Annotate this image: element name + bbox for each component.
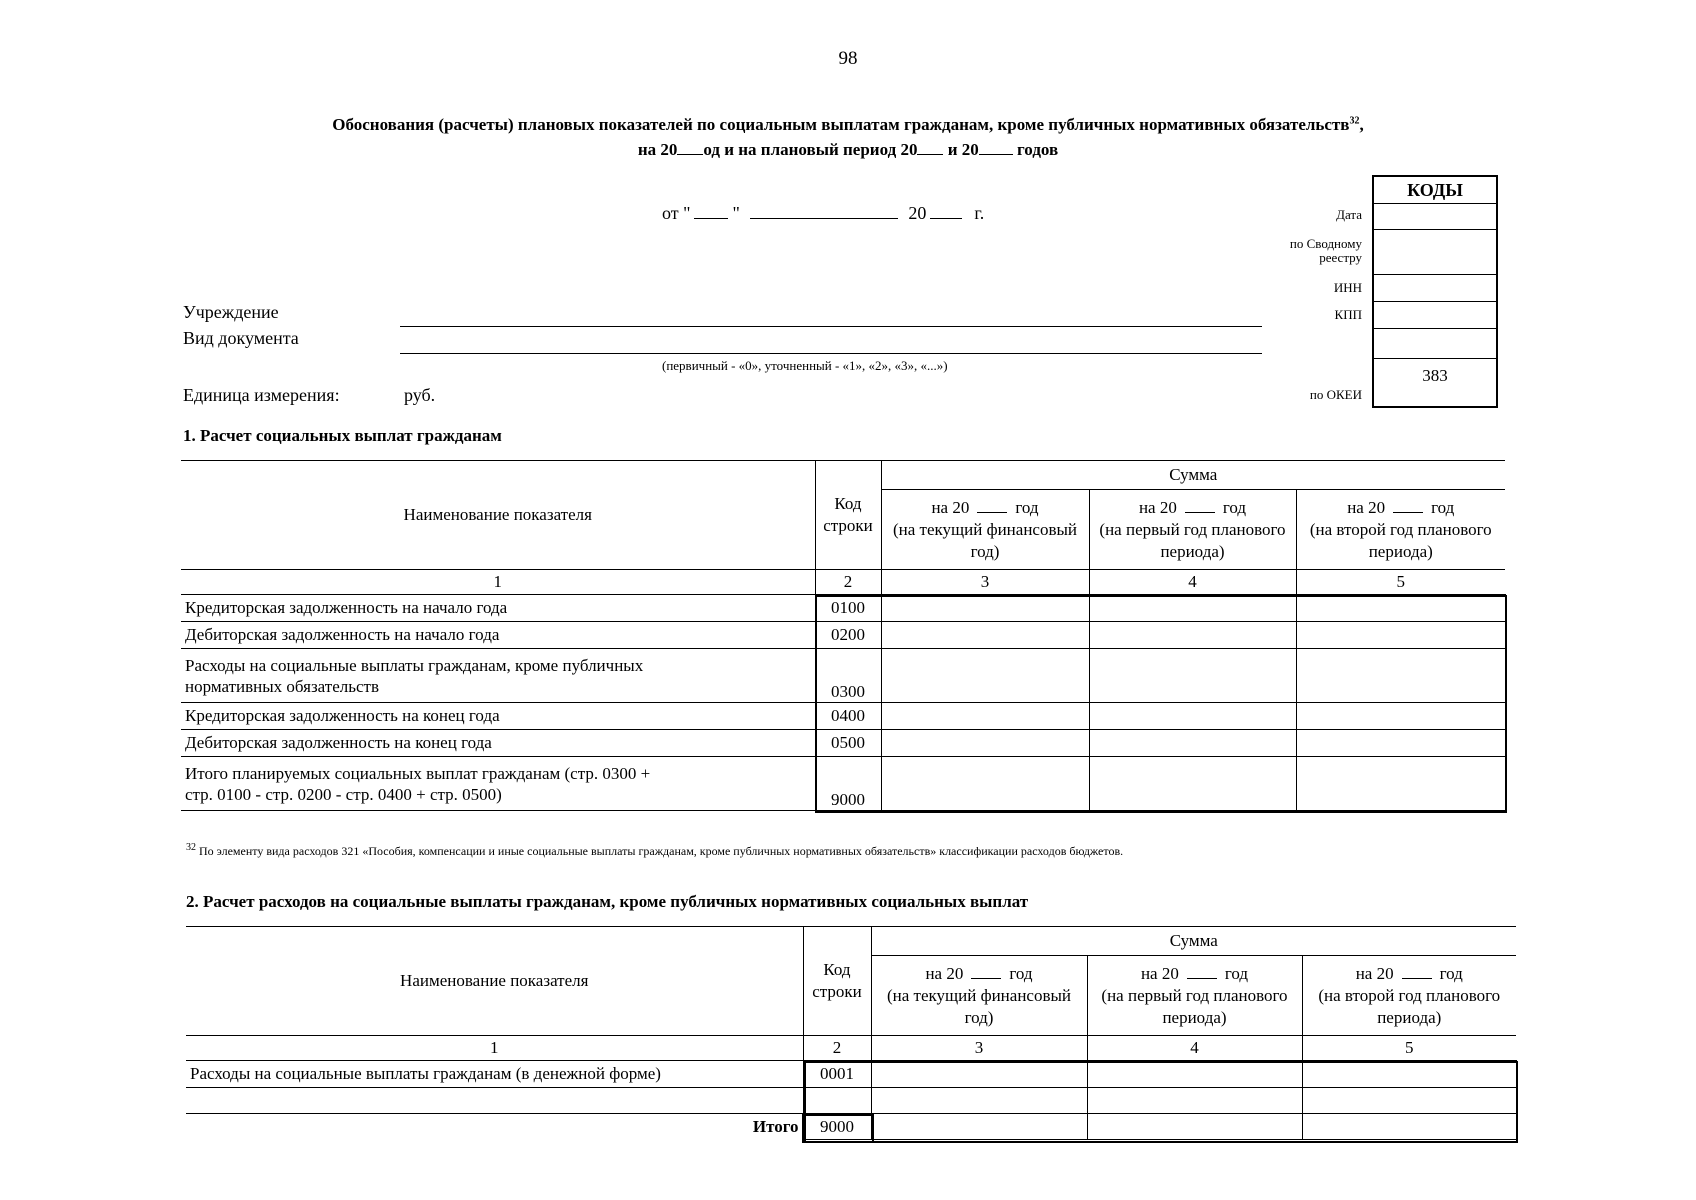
year-prefix: на 20 [931,497,970,517]
year-suffix: год [1439,963,1463,983]
header-col4 [1087,956,1302,1036]
form-title-line2 [0,140,1696,160]
table-row [186,1061,1516,1088]
row-name: Дебиторская задолженность на начало года [181,622,815,649]
label-inn: ИНН [1333,280,1362,295]
row-name-text: Расходы на социальные выплаты гражданам, кроме публичных нормативных обязательств [185,655,644,696]
value-cell[interactable] [1087,1088,1302,1114]
col-number: 4 [1087,1036,1302,1061]
value-cell[interactable] [881,622,1089,649]
value-cell[interactable] [1296,757,1505,811]
value-cell[interactable] [1296,730,1505,757]
header-col5 [1296,490,1505,570]
codes-box [1372,175,1498,408]
year-suffix: год [1431,497,1455,517]
row-name: Кредиторская задолженность на начало года [181,595,815,622]
year-prefix: на 20 [925,963,964,983]
date-quote: " [732,203,740,223]
row-name[interactable] [186,1088,803,1114]
col-number: 3 [881,570,1089,595]
col-number: 4 [1089,570,1296,595]
row-name: Кредиторская задолженность на конец года [181,703,815,730]
header-col3 [881,490,1089,570]
section1-table [181,460,1506,811]
year-blank[interactable] [971,964,1001,979]
value-cell[interactable] [1089,703,1296,730]
row-code[interactable] [803,1088,871,1114]
col4-subtitle: (на первый год планового периода) [1099,519,1286,561]
col-number: 1 [186,1036,803,1061]
header-code: Код строки [815,461,881,570]
header-sum: Сумма [871,927,1516,956]
table-row [181,649,1505,703]
code-date-cell[interactable] [1374,204,1496,230]
label-registry: по Сводному реестру [1289,236,1362,265]
year-prefix: на 20 [1138,497,1177,517]
date-g: г. [974,203,985,223]
title-and-20: и 20 [947,140,979,159]
row-code: 0100 [815,595,881,622]
year-suffix: год [1222,497,1247,517]
value-cell[interactable] [1296,703,1505,730]
value-cell[interactable] [1089,595,1296,622]
row-code: 0200 [815,622,881,649]
table-row [186,1088,1516,1114]
value-cell[interactable] [871,1061,1087,1088]
table-row [181,730,1505,757]
value-cell[interactable] [1296,622,1505,649]
title-years: годов [1017,140,1059,159]
value-cell[interactable] [1087,1061,1302,1088]
code-kpp-cell[interactable] [1374,302,1496,329]
label-okei: по ОКЕИ [1309,387,1362,402]
col-number: 2 [803,1036,871,1061]
year-blank[interactable] [1187,964,1217,979]
value-cell[interactable] [1302,1114,1516,1140]
code-doc-type-cell[interactable] [1374,329,1496,359]
total-code: 9000 [803,1114,871,1140]
year-blank[interactable] [917,140,943,155]
row-name [181,757,815,811]
row-code: 0400 [815,703,881,730]
page-number: 98 [838,48,858,69]
title-line1: Обоснования (расчеты) плановых показателей по социальным выплатам гражданам, кроме публичных нормативных обязательств [332,115,1350,134]
value-cell[interactable] [881,595,1089,622]
header-col4 [1089,490,1296,570]
col3-subtitle: (на текущий финансовый год) [886,985,1072,1027]
row-name [181,649,815,703]
date-from-label: от " [662,203,691,223]
value-cell[interactable] [881,649,1089,703]
row-code: 0001 [803,1061,871,1088]
doc-type-label: Вид документа [183,328,299,348]
title-year-prefix: на 20 [637,140,678,159]
header-name: Наименование показателя [186,927,803,1036]
codes-header: КОДЫ [1374,177,1496,204]
unit-value: руб. [404,385,436,405]
header-col3 [871,956,1087,1036]
date-year-blank[interactable] [930,204,962,219]
row-name: Расходы на социальные выплаты гражданам (в денежной форме) [186,1061,803,1088]
year-blank[interactable] [979,140,1013,155]
year-prefix: на 20 [1347,497,1386,517]
year-suffix: год [1015,497,1039,517]
row-code: 0500 [815,730,881,757]
value-cell[interactable] [1089,757,1296,811]
institution-field[interactable] [400,326,1262,327]
col5-subtitle: (на второй год планового периода) [1309,519,1492,561]
code-okei-cell: 383 [1422,366,1448,385]
code-inn-cell[interactable] [1374,275,1496,302]
col-number: 5 [1296,570,1505,595]
table-row [181,757,1505,811]
footnote [186,842,1486,859]
year-prefix: на 20 [1355,963,1394,983]
doc-type-hint: (первичный - «0», уточненный - «1», «2», «3», «...») [662,358,948,373]
code-registry-cell[interactable] [1374,230,1496,275]
footnote-mark: 32 [186,842,196,853]
col-number: 1 [181,570,815,595]
month-blank[interactable] [750,204,898,219]
value-cell[interactable] [881,703,1089,730]
row-code: 0300 [815,649,881,703]
value-cell[interactable] [881,730,1089,757]
total-label: Итого [186,1114,803,1140]
year-suffix: год [1009,963,1033,983]
col-number: 3 [871,1036,1087,1061]
section1-title: 1. Расчет социальных выплат гражданам [183,426,502,445]
unit-label: Единица измерения: [183,385,340,405]
value-cell[interactable] [871,1088,1087,1114]
value-cell[interactable] [1089,649,1296,703]
value-cell[interactable] [1302,1061,1516,1088]
col3-subtitle: (на текущий финансовый год) [892,519,1078,561]
header-col5 [1302,956,1516,1036]
label-kpp: КПП [1334,307,1362,322]
value-cell[interactable] [1087,1114,1302,1140]
form-title [0,115,1696,135]
value-cell[interactable] [871,1114,1087,1140]
value-cell[interactable] [1296,649,1505,703]
total-row [186,1114,1516,1140]
doc-type-field[interactable] [400,353,1262,354]
year-suffix: год [1224,963,1249,983]
value-cell[interactable] [881,757,1089,811]
table-row [181,622,1505,649]
label-date: Дата [1336,207,1362,222]
year-prefix: на 20 [1140,963,1179,983]
table-row [181,595,1505,622]
header-name: Наименование показателя [181,461,815,570]
col-number: 2 [815,570,881,595]
year-blank[interactable] [977,498,1007,513]
title-footnote-mark: 32 [1349,115,1360,127]
title-planned-period: од и на плановый период 20 [703,140,918,159]
year-blank[interactable] [1185,498,1215,513]
day-blank[interactable] [694,204,728,219]
value-cell[interactable] [1296,595,1505,622]
table-row [181,703,1505,730]
date-year-prefix: 20 [908,203,927,223]
col-number: 5 [1302,1036,1516,1061]
col4-subtitle: (на первый год планового периода) [1101,985,1288,1027]
year-blank[interactable] [1393,498,1423,513]
header-code: Код строки [803,927,871,1036]
year-blank[interactable] [1402,964,1432,979]
row-code: 9000 [815,757,881,811]
value-cell[interactable] [1089,622,1296,649]
date-line [662,203,984,224]
value-cell[interactable] [1302,1088,1516,1114]
section2-title: 2. Расчет расходов на социальные выплаты гражданам, кроме публичных нормативных социальных выплат [186,892,1029,911]
institution-label: Учреждение [183,302,279,322]
value-cell[interactable] [1089,730,1296,757]
col5-subtitle: (на второй год планового периода) [1318,985,1501,1027]
row-name-text: Итого планируемых социальных выплат гражданам (стр. 0300 + стр. 0100 - стр. 0200 - стр. 0400 + стр. 0500) [185,763,651,804]
title-comma: , [1359,115,1364,134]
section2-table [186,926,1517,1140]
header-sum: Сумма [881,461,1505,490]
row-name: Дебиторская задолженность на конец года [181,730,815,757]
footnote-text: По элементу вида расходов 321 «Пособия, компенсации и иные социальные выплаты гражданам, кроме публичных нормативных обязательств» классификации расходов бюджетов. [199,844,1124,858]
year-blank[interactable] [677,140,703,155]
